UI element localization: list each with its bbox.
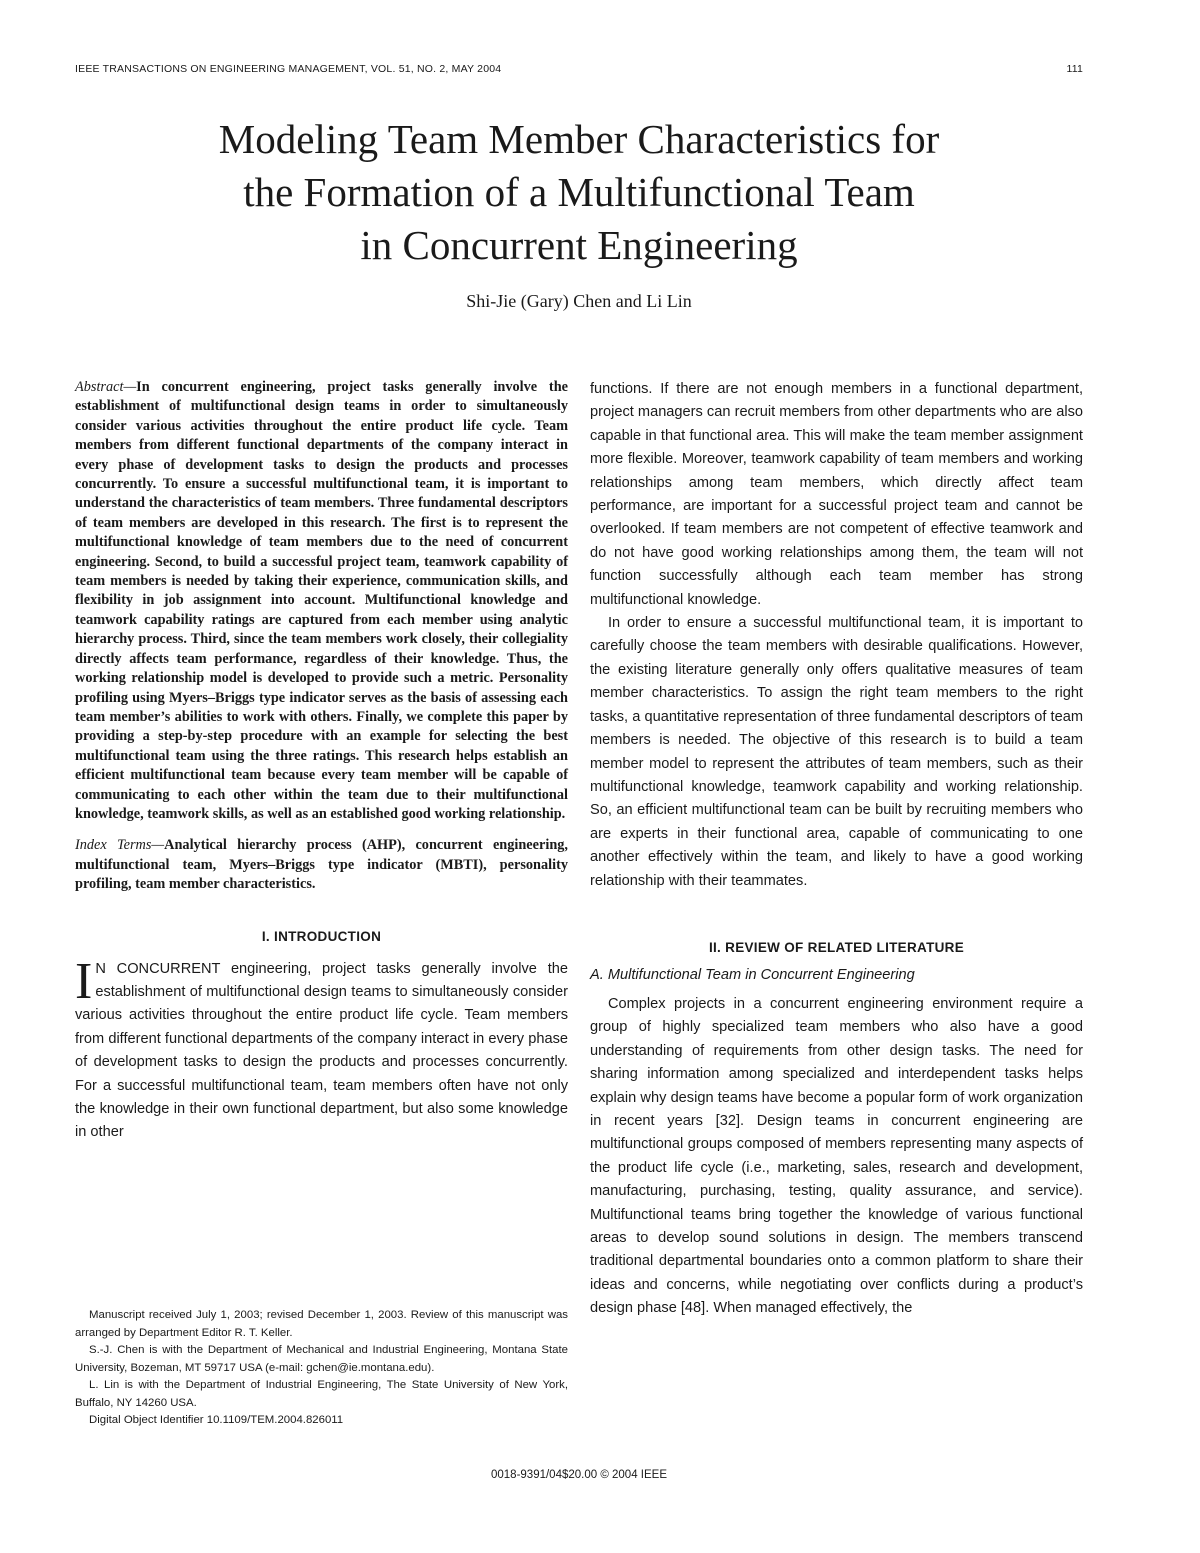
author-list: Shi-Jie (Gary) Chen and Li Lin — [466, 291, 692, 311]
paper-title — [0, 113, 1158, 272]
footnote-author-lin: L. Lin is with the Department of Industrial Engineering, The State University of New York, Buffalo, NY 14260 USA. — [75, 1379, 568, 1409]
index-terms — [75, 836, 568, 894]
section-heading-introduction: I. INTRODUCTION — [261, 928, 382, 944]
copyright-line: 0018-9391/04$20.00 © 2004 IEEE — [490, 1469, 667, 1481]
body-paragraph-3: Complex projects in a concurrent engineering environment require a group of highly specialized team members who also have a good understanding of requirements from other design tasks. The need for sharing information among specialized and interdependent tasks helps explain why design teams have become a popular form of work organization in recent years [32]. Design teams in concurrent engineering are multifunctional groups composed of members representing many aspects of the product life cycle (i.e., marketing, sales, research and development, manufacturing, purchasing, testing, quality assurance, and service). Multifunctional teams bring together the knowledge of various functional areas to develop sound solutions in design. The members transcend traditional departmental boundaries onto a common platform to share their ideas and concerns, while negotiating over conflicts during a product’s design phase [48]. When managed effectively, the — [590, 995, 1083, 1317]
running-header — [75, 63, 1083, 79]
drop-cap: I — [75, 952, 93, 1010]
left-column — [75, 378, 568, 1145]
footnote-doi: Digital Object Identifier 10.1109/TEM.2004.826011 — [89, 1414, 344, 1426]
body-paragraph-2: In order to ensure a successful multifunctional team, it is important to carefully choose the team members with desirable qualifications. However, the existing literature generally only offers qualitative measures of team member characteristics. To assign the right team members to the right tasks, a quantitative representation of three fundamental descriptors of team members is needed. The objective of this research is to build a team member model to represent the attributes of team members, such as their multifunctional knowledge, teamwork capability and working relationship. So, an efficient multifunctional team can be built by recruiting members who are experts in their functional area, capable of communicating to one another effectively within the team, and likely to have a good working relationship with their teammates. — [590, 615, 1083, 889]
introduction-paragraph — [75, 952, 568, 1145]
introduction-text: N CONCURRENT engineering, project tasks generally involve the establishment of multifunctional design teams to simultaneously consider various activities throughout the entire product life cycle. Team members from different functional departments of the company interact in every phase of development tasks to design the products and processes concurrently. For a successful multifunctional team, team members often have not only the knowledge in their own functional department, but also some knowledge in other — [75, 960, 568, 1141]
right-column — [590, 378, 1083, 1321]
footnote-author-chen: S.-J. Chen is with the Department of Mechanical and Industrial Engineering, Montana State University, Bozeman, MT 59717 USA (e-mail: gchen@ie.montana.edu). — [75, 1344, 568, 1374]
index-terms-lead: Index Terms— — [75, 837, 165, 854]
footnotes — [75, 1307, 568, 1430]
abstract-text: In concurrent engineering, project tasks generally involve the establishment of multifunctional design teams in order to simultaneously consider various activities throughout the entire product life cycle. Team members from different functional departments of the company interact in every phase of development tasks to design the products and processes concurrently. To ensure a successful multifunctional team, it is important to understand the characteristics of team members. Three fundamental descriptors of team members are developed in this research. The first is to represent the multifunctional knowledge of team members due to the need of concurrent engineering. Second, to build a successful project team, teamwork capability of team members is needed by taking their experience, communication skills, and flexibility in job assignment into account. Multifunctional knowledge and teamwork capability ratings are captured from each member using analytic hierarchy process. Third, since the team members work closely, their collegiality directly affects team performance, regardless of their knowledge. Thus, the working relationship model is developed to provide such a metric. Personality profiling using Myers–Briggs type indicator serves as the basis of assessing each team member’s abilities to work with others. Finally, we complete this paper by providing a step-by-step procedure with an example for selecting the best multifunctional team using the three ratings. This research helps establish an efficient multifunctional team because every team member will be capable of communicating to each other within the team due to their multifunctional knowledge, teamwork skills, as well as an established good working relationship. — [75, 379, 568, 822]
abstract — [75, 378, 568, 824]
journal-citation: IEEE TRANSACTIONS ON ENGINEERING MANAGEMENT, VOL. 51, NO. 2, MAY 2004 — [75, 63, 502, 75]
body-paragraph-1: functions. If there are not enough members in a functional department, project managers can recruit members from other departments who are also capable in that functional area. This will make the team member assignment more flexible. Moreover, teamwork capability of team members and working relationships among team members, which directly affect team performance, are important for a successful project team and cannot be overlooked. If team members are not competent of effective teamwork and do not have good working relationships among them, the team will not function successfully although each team member has strong multifunctional knowledge. — [590, 381, 1083, 608]
index-terms-text: Analytical hierarchy process (AHP), concurrent engineering, multifunctional team, Myers–Briggs type indicator (MBTI), personality profiling, team member characteristics. — [75, 837, 568, 893]
title-line-2: the Formation of a Multifunctional Team — [243, 169, 915, 215]
subsection-heading: A. Multifunctional Team in Concurrent Engineering — [590, 966, 915, 983]
page-number: 111 — [1066, 63, 1083, 75]
abstract-lead: Abstract— — [75, 379, 137, 395]
title-line-1: Modeling Team Member Characteristics for — [218, 116, 940, 162]
title-line-3: in Concurrent Engineering — [360, 222, 798, 268]
footnote-manuscript: Manuscript received July 1, 2003; revised December 1, 2003. Review of this manuscript was arranged by Department Editor R. T. Keller. — [75, 1309, 568, 1339]
section-heading-related-literature: II. REVIEW OF RELATED LITERATURE — [708, 939, 965, 955]
